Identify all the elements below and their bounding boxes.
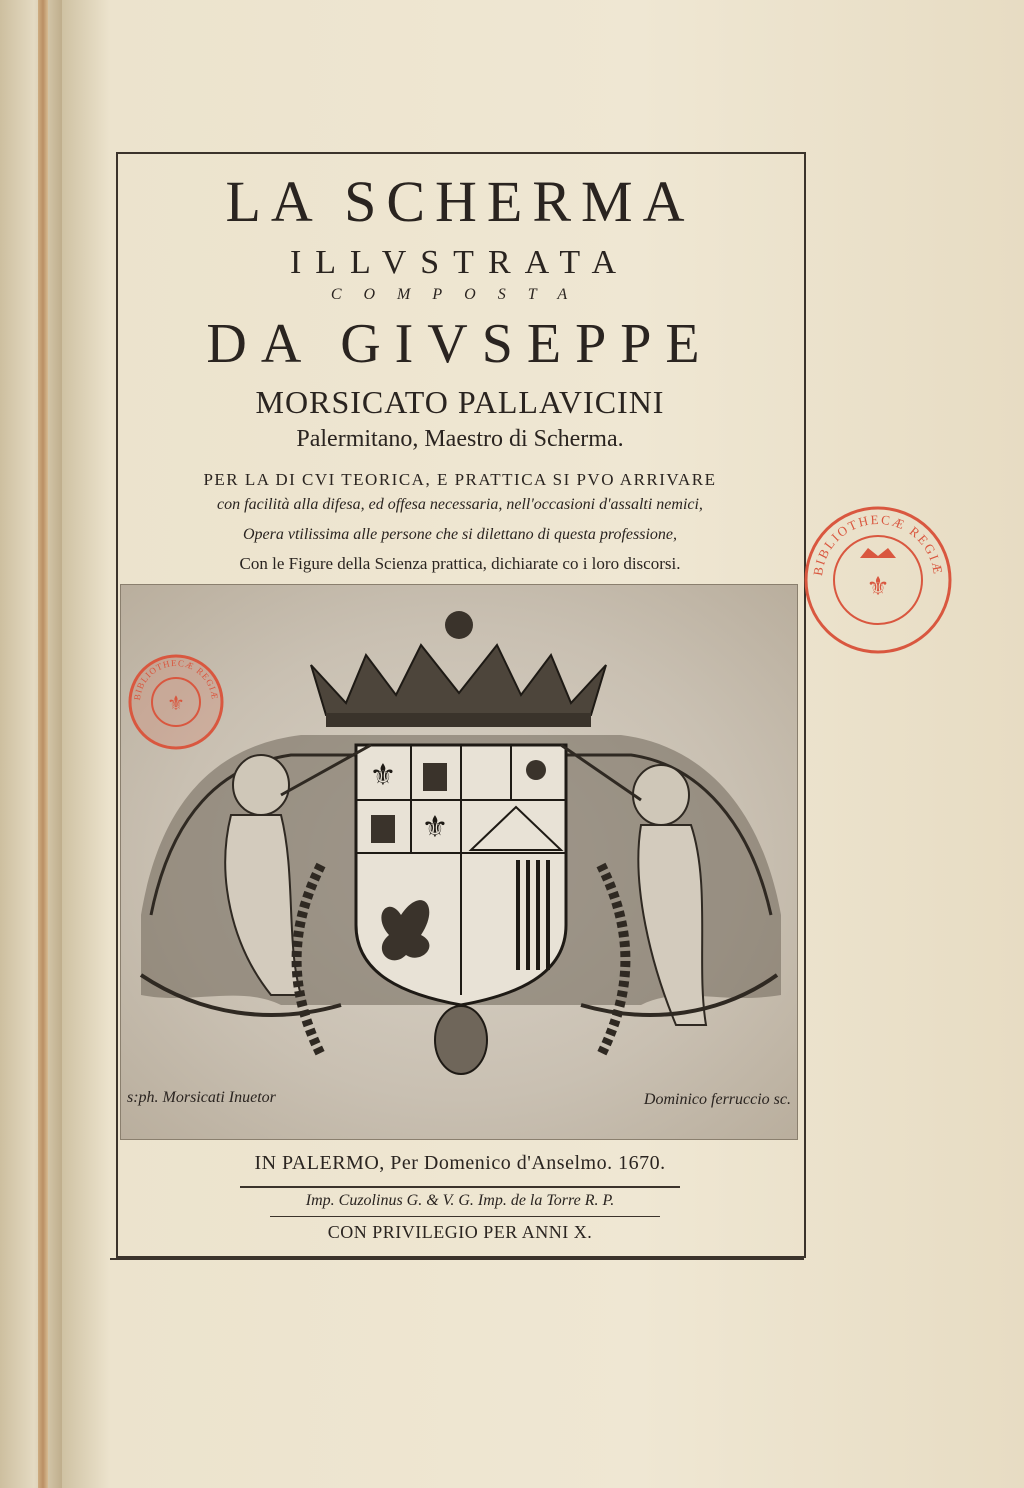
svg-text:BIBLIOTHECÆ REGIÆ xyxy=(810,512,946,577)
left-page-edge xyxy=(0,0,63,1488)
imprint-place: IN PALERMO, Per Domenico d'Anselmo. 1670. xyxy=(254,1152,666,1174)
description-line-1: PER LA DI CVI TEORICA, E PRATTICA SI PVO ARRIVARE xyxy=(203,470,717,489)
title-composta: COMPOSTA xyxy=(330,286,590,303)
imprint-privilege: CON PRIVILEGIO PER ANNI X. xyxy=(327,1222,593,1242)
svg-text:⚜: ⚜ xyxy=(421,810,449,845)
title-main: LA SCHERMA xyxy=(225,169,695,234)
imprint-rule-2 xyxy=(270,1216,660,1217)
imprint-imprimatur: Imp. Cuzolinus G. & V. G. Imp. de la Torre R. P. xyxy=(305,1192,615,1209)
library-stamp-right xyxy=(800,500,956,660)
author-origin: Palermitano, Maestro di Scherma. xyxy=(296,426,624,452)
title-sub: ILLVSTRATA xyxy=(289,244,631,281)
left-page-binding xyxy=(38,0,48,1488)
stamp-right-text: BIBLIOTHECÆ REGIÆ xyxy=(810,511,947,577)
imprint-rule xyxy=(240,1186,680,1188)
description-line-3: Opera vtilissima alle persone che si dilettano di questa professione, xyxy=(242,526,678,543)
engraving-caption-inventor: s:ph. Morsicati Inuetor xyxy=(127,1089,276,1106)
engraving-caption-engraver: Dominico ferruccio sc. xyxy=(643,1091,791,1108)
stamp-left-text: BIBLIOTHECÆ REGIÆ xyxy=(131,657,221,701)
author-name: MORSICATO PALLAVICINI xyxy=(255,384,665,420)
svg-text:⚜: ⚜ xyxy=(866,572,890,602)
svg-text:⚜: ⚜ xyxy=(167,691,185,715)
library-stamp-left xyxy=(126,652,226,752)
title-da-author: DA GIVSEPPE xyxy=(206,313,714,375)
description-line-4: Con le Figure della Scienza prattica, dichiarate co i loro discorsi. xyxy=(239,554,681,573)
svg-text:⚜: ⚜ xyxy=(369,758,397,793)
description-line-2: con facilità alla difesa, ed offesa necessaria, nell'occasioni d'assalti nemici, xyxy=(217,496,703,513)
page-border-bottom-rule xyxy=(110,1258,804,1260)
